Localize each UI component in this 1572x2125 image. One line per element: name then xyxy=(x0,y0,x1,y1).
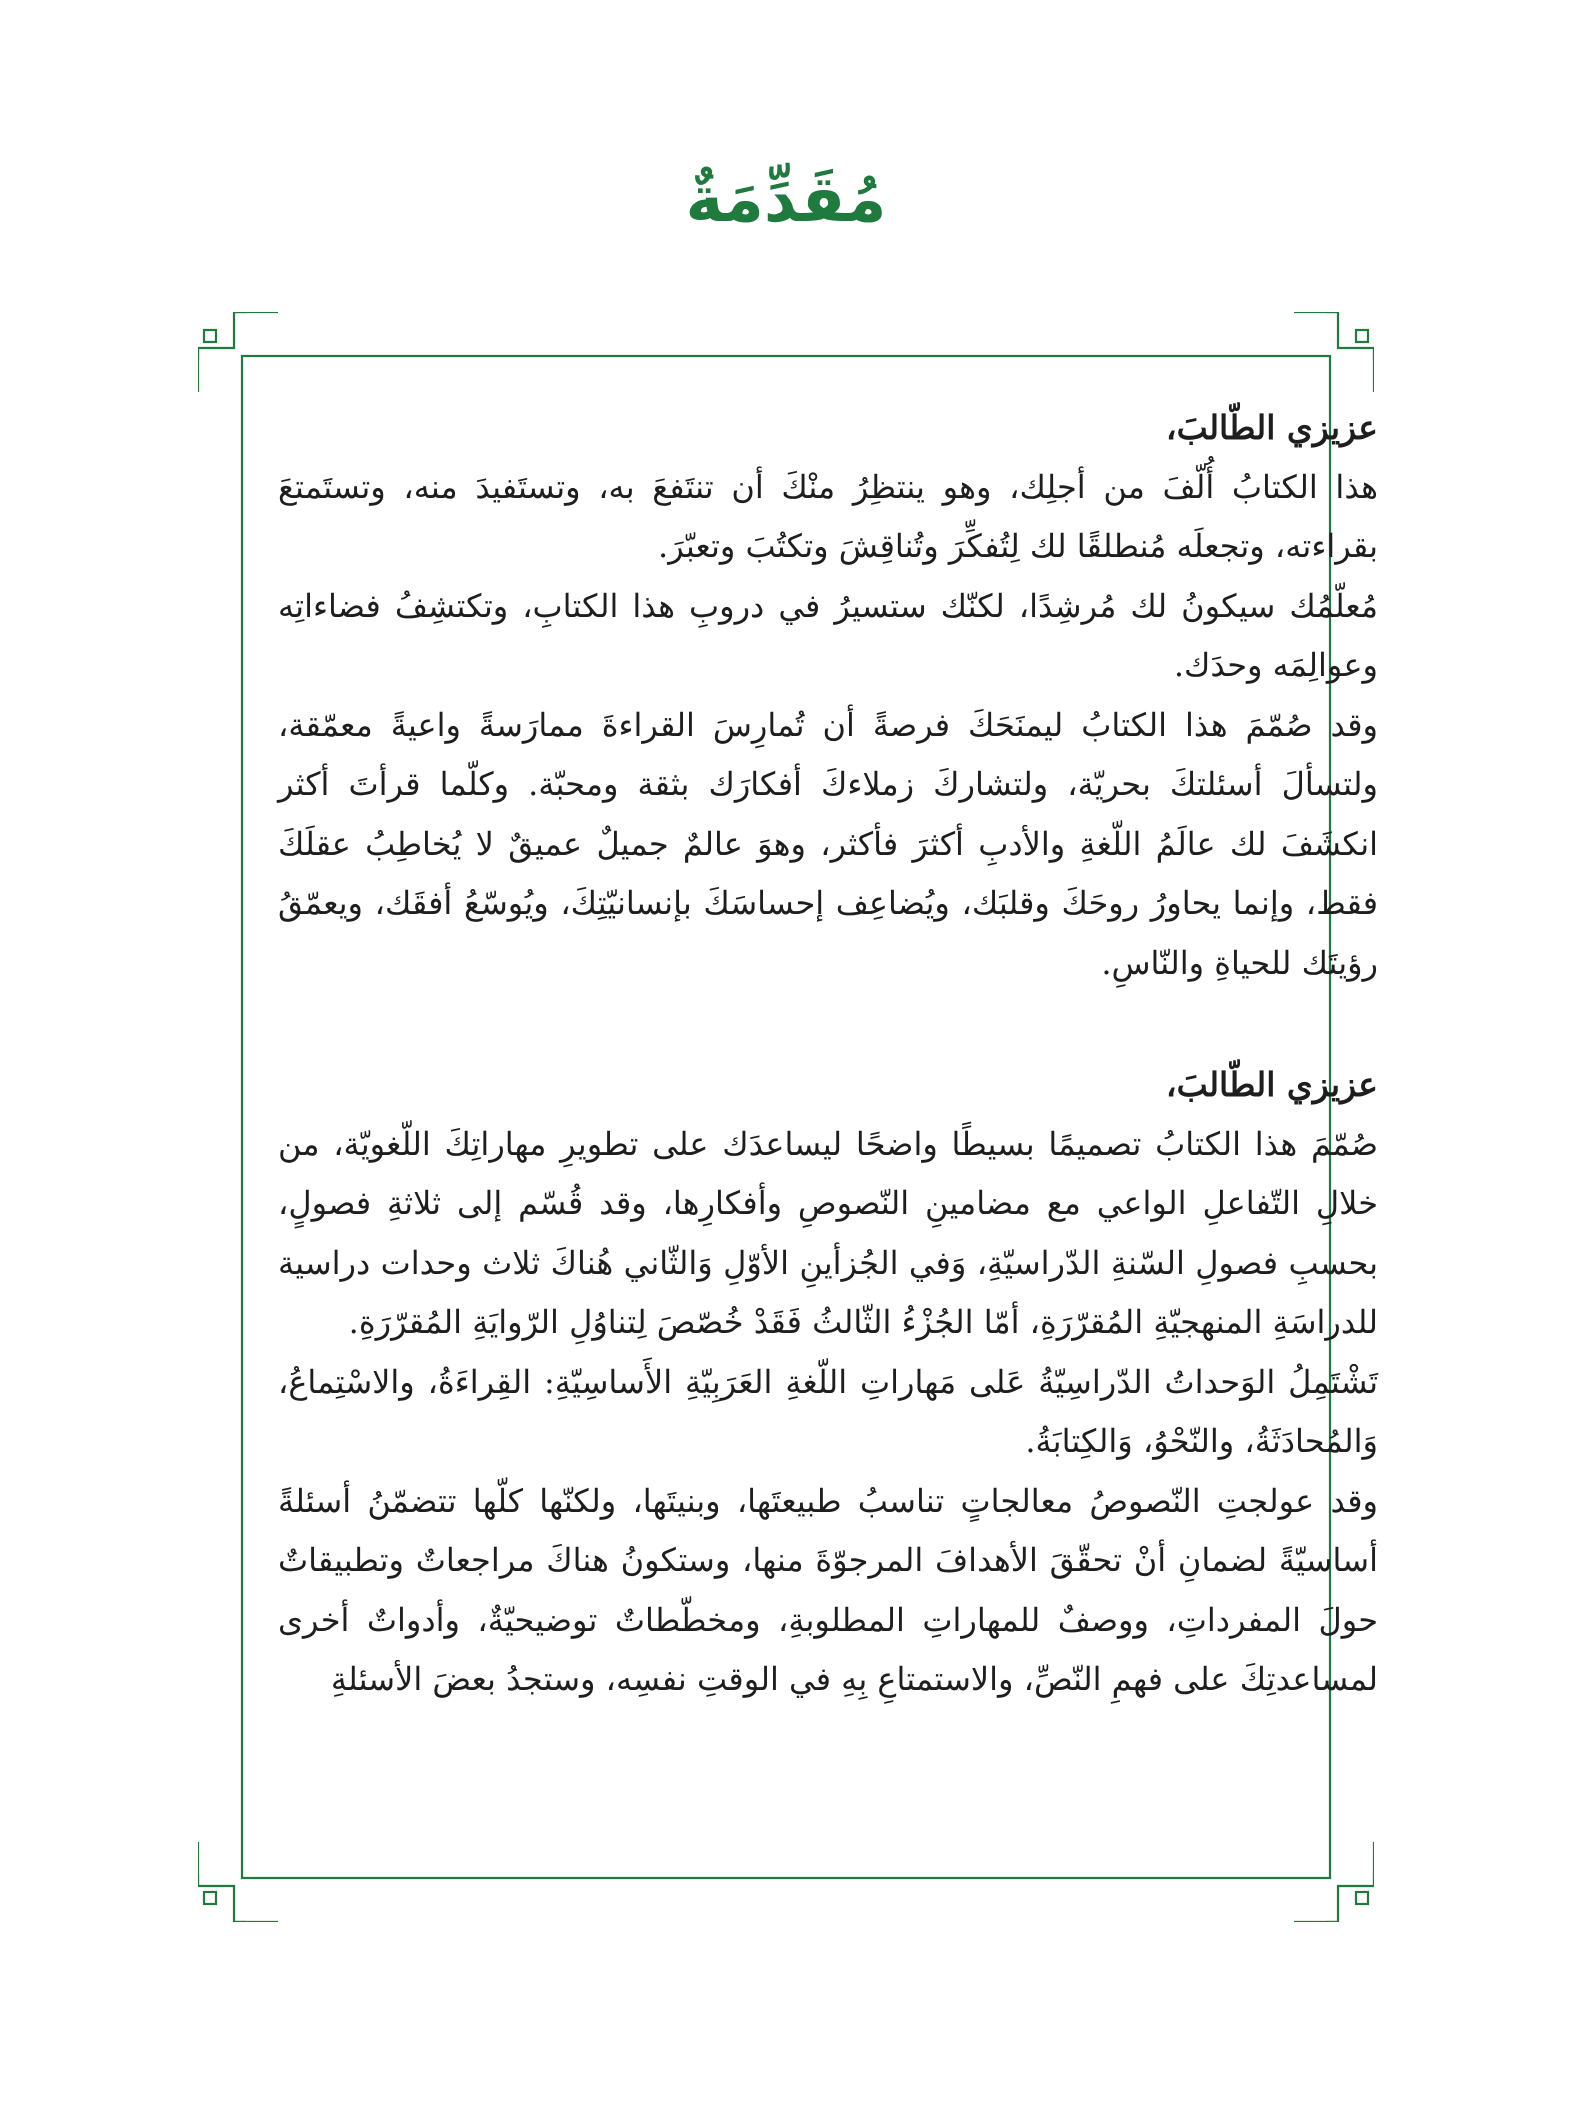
section-1-paragraph-3: وقد صُمّمَ هذا الكتابُ ليمنَحَكَ فرصةً أن تُمارِسَ القراءةَ ممارَسةً واعيةً معمّقة، ولتسألَ أسئلتكَ بحريّة، ولتشاركَ زملاءكَ أفكارَك بثقة ومحبّة. وكلّما قرأتَ أكثر انكشَفَ لك عالَمُ اللّغةِ والأدبِ أكثرَ فأكثر، وهوَ عالمٌ جميلٌ عميقٌ لا يُخاطِبُ عقلَكَ فقط، وإنما يحاورُ روحَكَ وقلبَك، ويُضاعِف إحساسَكَ بإنسانيّتِكَ، ويُوسّعُ أفقَك، ويعمّقُ رؤيتَك للحياةِ والنّاسِ. xyxy=(278,705,1379,982)
intro-text xyxy=(278,398,1378,1710)
section-spacer xyxy=(278,993,1378,1055)
page-title: مُقَدِّمَةٌ xyxy=(685,163,887,237)
section-2-paragraph-3: وقد عولجتِ النّصوصُ معالجاتٍ تناسبُ طبيعتَها، وبنيتَها، ولكنّها كلّها تتضمّنُ أسئلةً أساسيّةً لضمانِ أنْ تحقّقَ الأهدافَ المرجوّةَ منها، وستكونُ هناكَ مراجعاتٌ وتطبيقاتٌ حولَ المفرداتِ، ووصفٌ للمهاراتِ المطلوبةِ، ومخطّطاتٌ توضيحيّةٌ، وأدواتٌ أخرى لمساعدتِكَ على فهمِ النّصِّ، والاستمتاعِ بِهِ في الوقتِ نفسِه، وستجدُ بعضَ الأسئلةِ xyxy=(278,1481,1379,1698)
section-1-paragraph-1: هذا الكتابُ أُلّفَ من أجلِك، وهو ينتظِرُ منْكَ أن تنتَفعَ به، وتستَفيدَ منه، وتستَمتعَ بقراءته، وتجعلَه مُنطلقًا لك لِتُفكِّرَ وتُناقِشَ وتكتُبَ وتعبّرَ. xyxy=(278,467,1378,565)
section-2-paragraph-2: تَشْتَمِلُ الوَحداتُ الدّراسِيّةُ عَلى مَهاراتِ اللّغةِ العَرَبِيّةِ الأَساسِيّةِ: القِراءَةُ، والاسْتِماعُ، وَالمُحادَثَةُ، والنّحْوُ، وَالكِتابَةُ. xyxy=(278,1362,1378,1460)
section-1-greeting: عزيزي الطّالبَ، xyxy=(1165,408,1378,447)
section-1-paragraph-2: مُعلّمُك سيكونُ لك مُرشِدًا، لكنّك ستسيرُ في دروبِ هذا الكتابِ، وتكتشِفُ فضاءاتِه وعوالِمَه وحدَك. xyxy=(278,586,1378,684)
section-2-greeting: عزيزي الطّالبَ، xyxy=(1165,1065,1378,1104)
section-2-paragraph-1: صُمّمَ هذا الكتابُ تصميمًا بسيطًا واضحًا ليساعدَك على تطويرِ مهاراتِكَ اللّغويّة، من خلالِ التّفاعلِ الواعي مع مضامينِ النّصوصِ وأفكارِها، وقد قُسّم إلى ثلاثةِ فصولٍ، بحسبِ فصولِ السّنةِ الدّراسيّةِ، وَفي الجُزأينِ الأوّلِ وَالثّاني هُناكَ ثلاث وحدات دراسية للدراسَةِ المنهجيّةِ المُقرّرَةِ، أمّا الجُزْءُ الثّالثُ فَقَدْ خُصّصَ لِتناوُلِ الرّوايَةِ المُقرّرَةِ. xyxy=(278,1124,1379,1341)
